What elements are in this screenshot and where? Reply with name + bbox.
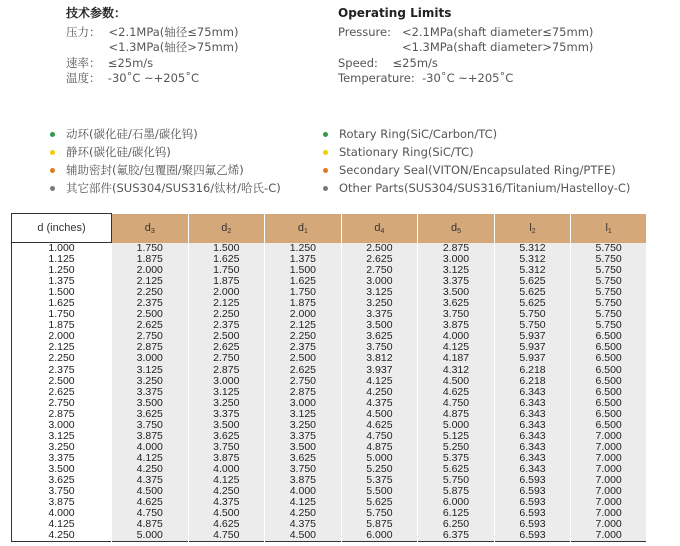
table-cell: 6.500 [571, 342, 646, 353]
operating-limits-en [338, 6, 593, 87]
table-cell: 2.000 [112, 265, 189, 276]
table-cell: 2.250 [265, 331, 342, 342]
cell-d-inches: 4.000 [12, 508, 112, 519]
legend-item-stationary-cn [50, 143, 281, 161]
table-cell: 4.875 [112, 519, 189, 530]
table-cell: 3.750 [112, 420, 189, 431]
table-cell: 5.000 [112, 530, 189, 542]
table-cell: 2.625 [112, 320, 189, 331]
table-cell: 4.500 [341, 409, 418, 420]
cell-d-inches: 2.500 [12, 376, 112, 387]
cell-d-inches: 2.000 [12, 331, 112, 342]
legend-text: Other Parts(SUS304/SUS316/Titanium/Hastelloy-C) [339, 181, 631, 195]
cell-d-inches: 3.250 [12, 442, 112, 453]
pressure-row-en [338, 25, 593, 56]
table-cell: 2.250 [188, 309, 265, 320]
table-cell: 3.750 [418, 309, 495, 320]
pressure-label-en: Pressure: [338, 24, 402, 39]
table-cell: 2.750 [188, 353, 265, 364]
table-row [12, 331, 647, 342]
table-cell: 1.750 [188, 265, 265, 276]
table-cell: 6.218 [494, 365, 571, 376]
table-cell: 1.250 [265, 243, 342, 255]
table-cell: 3.500 [265, 442, 342, 453]
table-cell: 4.125 [341, 376, 418, 387]
table-cell: 6.375 [418, 530, 495, 542]
cell-d-inches: 1.250 [12, 265, 112, 276]
cell-d-inches: 3.875 [12, 497, 112, 508]
table-cell: 4.125 [112, 453, 189, 464]
cell-d-inches: 2.875 [12, 409, 112, 420]
table-row [12, 464, 647, 475]
table-cell: 5.937 [494, 353, 571, 364]
orange-dot-icon [50, 168, 55, 173]
pressure-value-2-cn: <1.3MPa(轴径>75mm) [108, 40, 239, 54]
table-cell: 3.125 [341, 287, 418, 298]
cell-d-inches: 3.125 [12, 431, 112, 442]
table-cell: 5.750 [571, 298, 646, 309]
operating-limits-cn [66, 6, 238, 87]
materials-legend-cn [50, 125, 281, 197]
table-cell: 6.343 [494, 453, 571, 464]
table-cell: 7.000 [571, 486, 646, 497]
cell-d-inches: 1.500 [12, 287, 112, 298]
legend-text: 静环(碳化硅/碳化钨) [66, 145, 171, 159]
table-cell: 4.125 [418, 342, 495, 353]
table-cell: 4.500 [265, 530, 342, 542]
table-cell: 7.000 [571, 508, 646, 519]
table-cell: 3.000 [265, 398, 342, 409]
table-cell: 4.250 [112, 464, 189, 475]
table-cell: 6.250 [418, 519, 495, 530]
table-cell: 3.625 [265, 453, 342, 464]
table-cell: 6.500 [571, 398, 646, 409]
table-cell: 5.937 [494, 342, 571, 353]
table-cell: 3.750 [341, 342, 418, 353]
table-cell: 3.125 [112, 365, 189, 376]
table-cell: 1.875 [265, 298, 342, 309]
table-cell: 2.625 [188, 342, 265, 353]
table-row [12, 342, 647, 353]
table-row [12, 409, 647, 420]
table-cell: 5.750 [571, 243, 646, 255]
table-cell: 1.750 [265, 287, 342, 298]
table-cell: 7.000 [571, 497, 646, 508]
table-cell: 5.312 [494, 254, 571, 265]
cell-d-inches: 4.125 [12, 519, 112, 530]
table-cell: 6.343 [494, 409, 571, 420]
table-cell: 5.750 [571, 287, 646, 298]
cell-d-inches: 3.500 [12, 464, 112, 475]
table-cell: 2.000 [188, 287, 265, 298]
section-title-cn: 技术参数： [66, 6, 127, 20]
table-cell: 4.250 [341, 387, 418, 398]
table-cell: 4.625 [341, 420, 418, 431]
table-cell: 1.500 [265, 265, 342, 276]
cell-d-inches: 1.000 [12, 243, 112, 255]
table-cell: 4.625 [418, 387, 495, 398]
table-cell: 3.875 [112, 431, 189, 442]
legend-text: 辅助密封(氟胶/包覆圈/聚四氟乙烯) [66, 163, 244, 177]
legend-item-secondary-en [323, 161, 630, 179]
table-body [12, 243, 647, 542]
table-cell: 6.343 [494, 420, 571, 431]
table-cell: 3.375 [418, 276, 495, 287]
table-cell: 5.375 [418, 453, 495, 464]
legend-item-other-en [323, 179, 630, 197]
table-cell: 6.593 [494, 519, 571, 530]
table-row [12, 309, 647, 320]
table-cell: 5.375 [341, 475, 418, 486]
table-cell: 2.375 [112, 298, 189, 309]
cell-d-inches: 1.750 [12, 309, 112, 320]
table-cell: 4.000 [112, 442, 189, 453]
table-cell: 5.625 [494, 287, 571, 298]
pressure-value-1-en: <2.1MPa(shaft diameter≤75mm) [401, 24, 594, 39]
table-cell: 4.375 [265, 519, 342, 530]
table-cell: 6.125 [418, 508, 495, 519]
table-cell: 3.875 [418, 320, 495, 331]
table-cell: 3.625 [112, 409, 189, 420]
table-cell: 3.375 [265, 431, 342, 442]
table-cell: 5.750 [571, 320, 646, 331]
cell-d-inches: 1.125 [12, 254, 112, 265]
table-cell: 3.500 [112, 398, 189, 409]
speed-cn: 速率： ≤25m/s [66, 55, 154, 70]
temperature-en: Temperature: -30˚C ~+205˚C [338, 71, 514, 85]
table-cell: 4.187 [418, 353, 495, 364]
table-cell: 5.750 [494, 309, 571, 320]
table-cell: 4.375 [188, 497, 265, 508]
table-cell: 4.875 [341, 442, 418, 453]
table-cell: 6.000 [418, 497, 495, 508]
table-cell: 2.250 [112, 287, 189, 298]
table-cell: 2.500 [112, 309, 189, 320]
legend-text: Stationary Ring(SiC/TC) [339, 145, 474, 159]
table-row [12, 442, 647, 453]
table-cell: 7.000 [571, 475, 646, 486]
table-cell: 3.125 [265, 409, 342, 420]
table-cell: 5.312 [494, 243, 571, 255]
table-cell: 3.625 [418, 298, 495, 309]
table-row [12, 387, 647, 398]
cell-d-inches: 3.625 [12, 475, 112, 486]
table-cell: 3.250 [112, 376, 189, 387]
table-cell: 7.000 [571, 442, 646, 453]
table-cell: 4.125 [265, 497, 342, 508]
table-cell: 7.000 [571, 453, 646, 464]
table-cell: 5.000 [341, 453, 418, 464]
table-cell: 4.500 [188, 508, 265, 519]
table-row [12, 353, 647, 364]
table-cell: 6.343 [494, 464, 571, 475]
table-cell: 4.312 [418, 365, 495, 376]
table-row [12, 376, 647, 387]
table-cell: 4.625 [112, 497, 189, 508]
table-cell: 5.875 [418, 486, 495, 497]
orange-dot-icon [323, 168, 328, 173]
section-title-en: Operating Limits [338, 6, 452, 20]
table-cell: 2.750 [112, 331, 189, 342]
table-cell: 6.343 [494, 387, 571, 398]
header-d3: $d_3$ [112, 214, 189, 243]
legend-text: Rotary Ring(SiC/Carbon/TC) [339, 127, 498, 141]
table-cell: 2.875 [112, 342, 189, 353]
header-d1: $d_1$ [265, 214, 342, 243]
table-cell: 3.000 [112, 353, 189, 364]
table-cell: 4.750 [418, 398, 495, 409]
table-cell: 1.875 [188, 276, 265, 287]
cell-d-inches: 3.000 [12, 420, 112, 431]
cell-d-inches: 2.375 [12, 365, 112, 376]
speed-en: Speed: ≤25m/s [338, 55, 438, 70]
table-cell: 1.875 [112, 254, 189, 265]
table-cell: 3.500 [341, 320, 418, 331]
table-cell: 2.875 [188, 365, 265, 376]
cell-d-inches: 3.750 [12, 486, 112, 497]
pressure-value-2-en: <1.3MPa(shaft diameter>75mm) [401, 40, 594, 54]
table-cell: 5.625 [494, 276, 571, 287]
green-dot-icon [50, 132, 55, 137]
header-d5: $d_5$ [418, 214, 495, 243]
table-cell: 4.000 [265, 486, 342, 497]
table-row [12, 298, 647, 309]
legend-text: 其它部件(SUS304/SUS316/钛材/哈氏-C) [66, 181, 281, 195]
table-cell: 6.500 [571, 409, 646, 420]
table-cell: 2.875 [265, 387, 342, 398]
table-cell: 3.500 [418, 287, 495, 298]
header-l1: $l_1$ [571, 214, 646, 243]
table-row [12, 530, 647, 542]
table-cell: 4.500 [112, 486, 189, 497]
header-d-inches: d (inches) [12, 214, 112, 243]
table-cell: 3.375 [112, 387, 189, 398]
gray-dot-icon [50, 186, 55, 191]
yellow-dot-icon [323, 150, 328, 155]
table-cell: 2.125 [265, 320, 342, 331]
table-cell: 2.750 [341, 265, 418, 276]
table-cell: 1.500 [188, 243, 265, 255]
table-cell: 6.500 [571, 387, 646, 398]
legend-item-stationary-en [323, 143, 630, 161]
table-cell: 6.000 [341, 530, 418, 542]
dimensions-table [11, 213, 646, 542]
pressure-row-cn [66, 25, 238, 56]
table-cell: 2.875 [418, 243, 495, 255]
table-cell: 2.500 [265, 353, 342, 364]
table-row [12, 497, 647, 508]
table-cell: 1.625 [265, 276, 342, 287]
table-cell: 4.500 [418, 376, 495, 387]
table-cell: 2.625 [341, 254, 418, 265]
cell-d-inches: 4.250 [12, 530, 112, 542]
table-cell: 3.125 [188, 387, 265, 398]
table-cell: 6.218 [494, 376, 571, 387]
table-cell: 3.250 [341, 298, 418, 309]
table-cell: 1.375 [265, 254, 342, 265]
table-cell: 4.875 [418, 409, 495, 420]
table-row [12, 254, 647, 265]
table-row [12, 398, 647, 409]
table-cell: 5.250 [418, 442, 495, 453]
header-l2: $l_2$ [494, 214, 571, 243]
table-cell: 5.500 [341, 486, 418, 497]
table-cell: 2.500 [341, 243, 418, 255]
table-cell: 6.593 [494, 508, 571, 519]
table-cell: 3.875 [188, 453, 265, 464]
table-cell: 4.000 [188, 464, 265, 475]
table-cell: 5.750 [571, 254, 646, 265]
table-cell: 3.125 [418, 265, 495, 276]
table-cell: 2.375 [265, 342, 342, 353]
legend-item-other-cn [50, 179, 281, 197]
table-row [12, 420, 647, 431]
table-cell: 2.125 [188, 298, 265, 309]
table-cell: 4.625 [188, 519, 265, 530]
cell-d-inches: 2.750 [12, 398, 112, 409]
pressure-value-1-cn: <2.1MPa(轴径≤75mm) [108, 24, 239, 39]
table-cell: 4.000 [418, 331, 495, 342]
table-cell: 5.625 [418, 464, 495, 475]
table-cell: 3.875 [265, 475, 342, 486]
table-cell: 3.937 [341, 365, 418, 376]
table-row [12, 453, 647, 464]
table-cell: 5.750 [571, 265, 646, 276]
table-cell: 2.125 [112, 276, 189, 287]
cell-d-inches: 1.875 [12, 320, 112, 331]
green-dot-icon [323, 132, 328, 137]
table-cell: 6.500 [571, 353, 646, 364]
yellow-dot-icon [50, 150, 55, 155]
cell-d-inches: 3.375 [12, 453, 112, 464]
table-row [12, 265, 647, 276]
legend-item-rotary-cn [50, 125, 281, 143]
table-cell: 4.750 [112, 508, 189, 519]
table-cell: 5.750 [571, 309, 646, 320]
table-cell: 5.750 [494, 320, 571, 331]
table-cell: 5.937 [494, 331, 571, 342]
table-cell: 4.250 [188, 486, 265, 497]
table-cell: 3.750 [188, 442, 265, 453]
table-cell: 4.750 [188, 530, 265, 542]
table-cell: 3.750 [265, 464, 342, 475]
table-cell: 1.625 [188, 254, 265, 265]
table-cell: 5.625 [494, 298, 571, 309]
table-cell: 4.250 [265, 508, 342, 519]
table-cell: 6.593 [494, 497, 571, 508]
table-cell: 4.375 [341, 398, 418, 409]
table-cell: 6.500 [571, 376, 646, 387]
cell-d-inches: 2.625 [12, 387, 112, 398]
table-cell: 6.343 [494, 431, 571, 442]
table-cell: 3.375 [188, 409, 265, 420]
table-cell: 1.750 [112, 243, 189, 255]
table-row [12, 365, 647, 376]
table-cell: 6.500 [571, 365, 646, 376]
table-cell: 6.343 [494, 398, 571, 409]
table-cell: 5.625 [341, 497, 418, 508]
table-cell: 5.000 [418, 420, 495, 431]
table-cell: 6.593 [494, 486, 571, 497]
pressure-label-cn: 压力： [66, 24, 101, 39]
table-cell: 7.000 [571, 464, 646, 475]
table-cell: 3.250 [265, 420, 342, 431]
table-cell: 4.125 [188, 475, 265, 486]
table-row [12, 475, 647, 486]
cell-d-inches: 1.375 [12, 276, 112, 287]
table-cell: 5.312 [494, 265, 571, 276]
table-cell: 3.250 [188, 398, 265, 409]
table-cell: 3.500 [188, 420, 265, 431]
table-cell: 6.593 [494, 530, 571, 542]
table-cell: 3.375 [341, 309, 418, 320]
table-cell: 3.000 [418, 254, 495, 265]
table-row [12, 486, 647, 497]
table-row [12, 276, 647, 287]
table-cell: 5.250 [341, 464, 418, 475]
table-cell: 7.000 [571, 519, 646, 530]
table-cell: 7.000 [571, 431, 646, 442]
table-cell: 2.000 [265, 309, 342, 320]
table-cell: 4.750 [341, 431, 418, 442]
table-cell: 3.000 [341, 276, 418, 287]
table-cell: 2.375 [188, 320, 265, 331]
cell-d-inches: 2.250 [12, 353, 112, 364]
table-row [12, 519, 647, 530]
gray-dot-icon [323, 186, 328, 191]
table-cell: 2.750 [265, 376, 342, 387]
legend-text: Secondary Seal(VITON/Encapsulated Ring/PTFE) [339, 163, 616, 177]
table-cell: 6.593 [494, 475, 571, 486]
table-row [12, 431, 647, 442]
table-cell: 2.500 [188, 331, 265, 342]
table-row [12, 287, 647, 298]
legend-item-rotary-en [323, 125, 630, 143]
table-row [12, 320, 647, 331]
table-cell: 5.125 [418, 431, 495, 442]
table-cell: 5.750 [571, 276, 646, 287]
table-cell: 5.750 [341, 508, 418, 519]
temperature-cn: 温度： -30˚C ~+205˚C [66, 71, 200, 85]
table-cell: 6.343 [494, 442, 571, 453]
table-cell: 6.500 [571, 331, 646, 342]
legend-text: 动环(碳化硅/石墨/碳化钨) [66, 127, 198, 141]
legend-item-secondary-cn [50, 161, 281, 179]
table-cell: 3.625 [341, 331, 418, 342]
table-cell: 3.625 [188, 431, 265, 442]
header-d4: $d_4$ [341, 214, 418, 243]
header-d2: $d_2$ [188, 214, 265, 243]
table-cell: 4.375 [112, 475, 189, 486]
table-cell: 2.625 [265, 365, 342, 376]
cell-d-inches: 1.625 [12, 298, 112, 309]
table-cell: 5.750 [418, 475, 495, 486]
table-row [12, 243, 647, 255]
table-row [12, 508, 647, 519]
table-cell: 7.000 [571, 530, 646, 542]
table-cell: 5.875 [341, 519, 418, 530]
table-cell: 3.812 [341, 353, 418, 364]
table-cell: 3.000 [188, 376, 265, 387]
table-cell: 6.500 [571, 420, 646, 431]
cell-d-inches: 2.125 [12, 342, 112, 353]
table-header-row [12, 214, 647, 243]
materials-legend-en [323, 125, 630, 197]
